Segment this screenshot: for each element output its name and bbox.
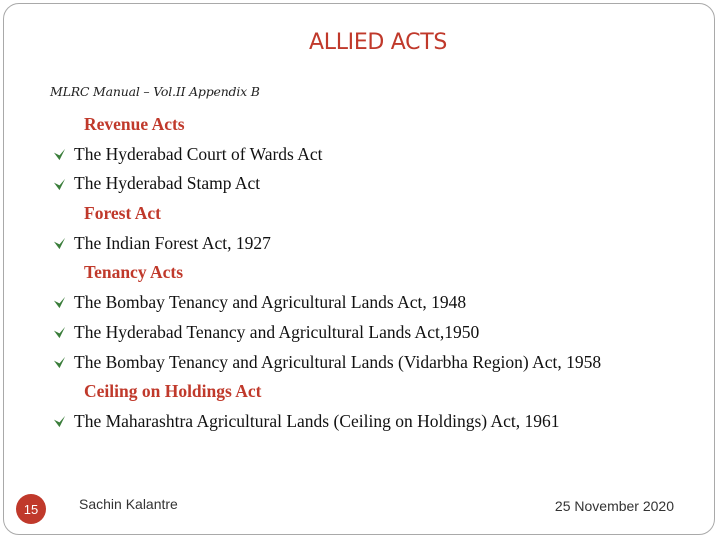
list-item-text: The Bombay Tenancy and Agricultural Lands Act, 1948 — [74, 292, 467, 313]
list-item-text: The Bombay Tenancy and Agricultural Lands (Vidarbha Region) Act, 1958 — [74, 351, 602, 372]
list-item — [50, 348, 710, 378]
section-heading-tenancy: Tenancy Acts — [84, 262, 184, 283]
list-item — [50, 288, 710, 318]
list-item — [50, 407, 710, 437]
checkmark-bullet-icon — [52, 415, 66, 429]
list-item-text: The Indian Forest Act, 1927 — [74, 232, 271, 253]
list-item-text: The Hyderabad Tenancy and Agricultural Lands Act,1950 — [74, 321, 480, 342]
slide-content — [50, 110, 710, 437]
checkmark-bullet-icon — [52, 177, 66, 191]
list-item — [50, 229, 710, 259]
list-item-text: The Hyderabad Court of Wards Act — [74, 143, 323, 164]
slide-number-badge: 15 — [16, 494, 46, 524]
list-item-text: The Maharashtra Agricultural Lands (Ceiling on Holdings) Act, 1961 — [74, 410, 560, 431]
section-heading-revenue: Revenue Acts — [84, 114, 185, 134]
section-heading-ceiling: Ceiling on Holdings Act — [84, 381, 262, 402]
list-item — [50, 318, 710, 348]
slide-title: ALLIED ACTS — [308, 30, 447, 55]
slide-subtitle: MLRC Manual – Vol.II Appendix B — [50, 84, 260, 99]
footer-date: 25 November 2020 — [554, 498, 674, 514]
checkmark-bullet-icon — [52, 355, 66, 369]
checkmark-bullet-icon — [52, 326, 66, 340]
footer-author: Sachin Kalantre — [79, 496, 178, 512]
list-item — [50, 169, 710, 199]
checkmark-bullet-icon — [52, 237, 66, 251]
checkmark-bullet-icon — [52, 148, 66, 162]
section-heading-forest: Forest Act — [84, 203, 161, 224]
checkmark-bullet-icon — [52, 296, 66, 310]
list-item — [50, 140, 710, 170]
list-item-text: The Hyderabad Stamp Act — [74, 173, 261, 194]
